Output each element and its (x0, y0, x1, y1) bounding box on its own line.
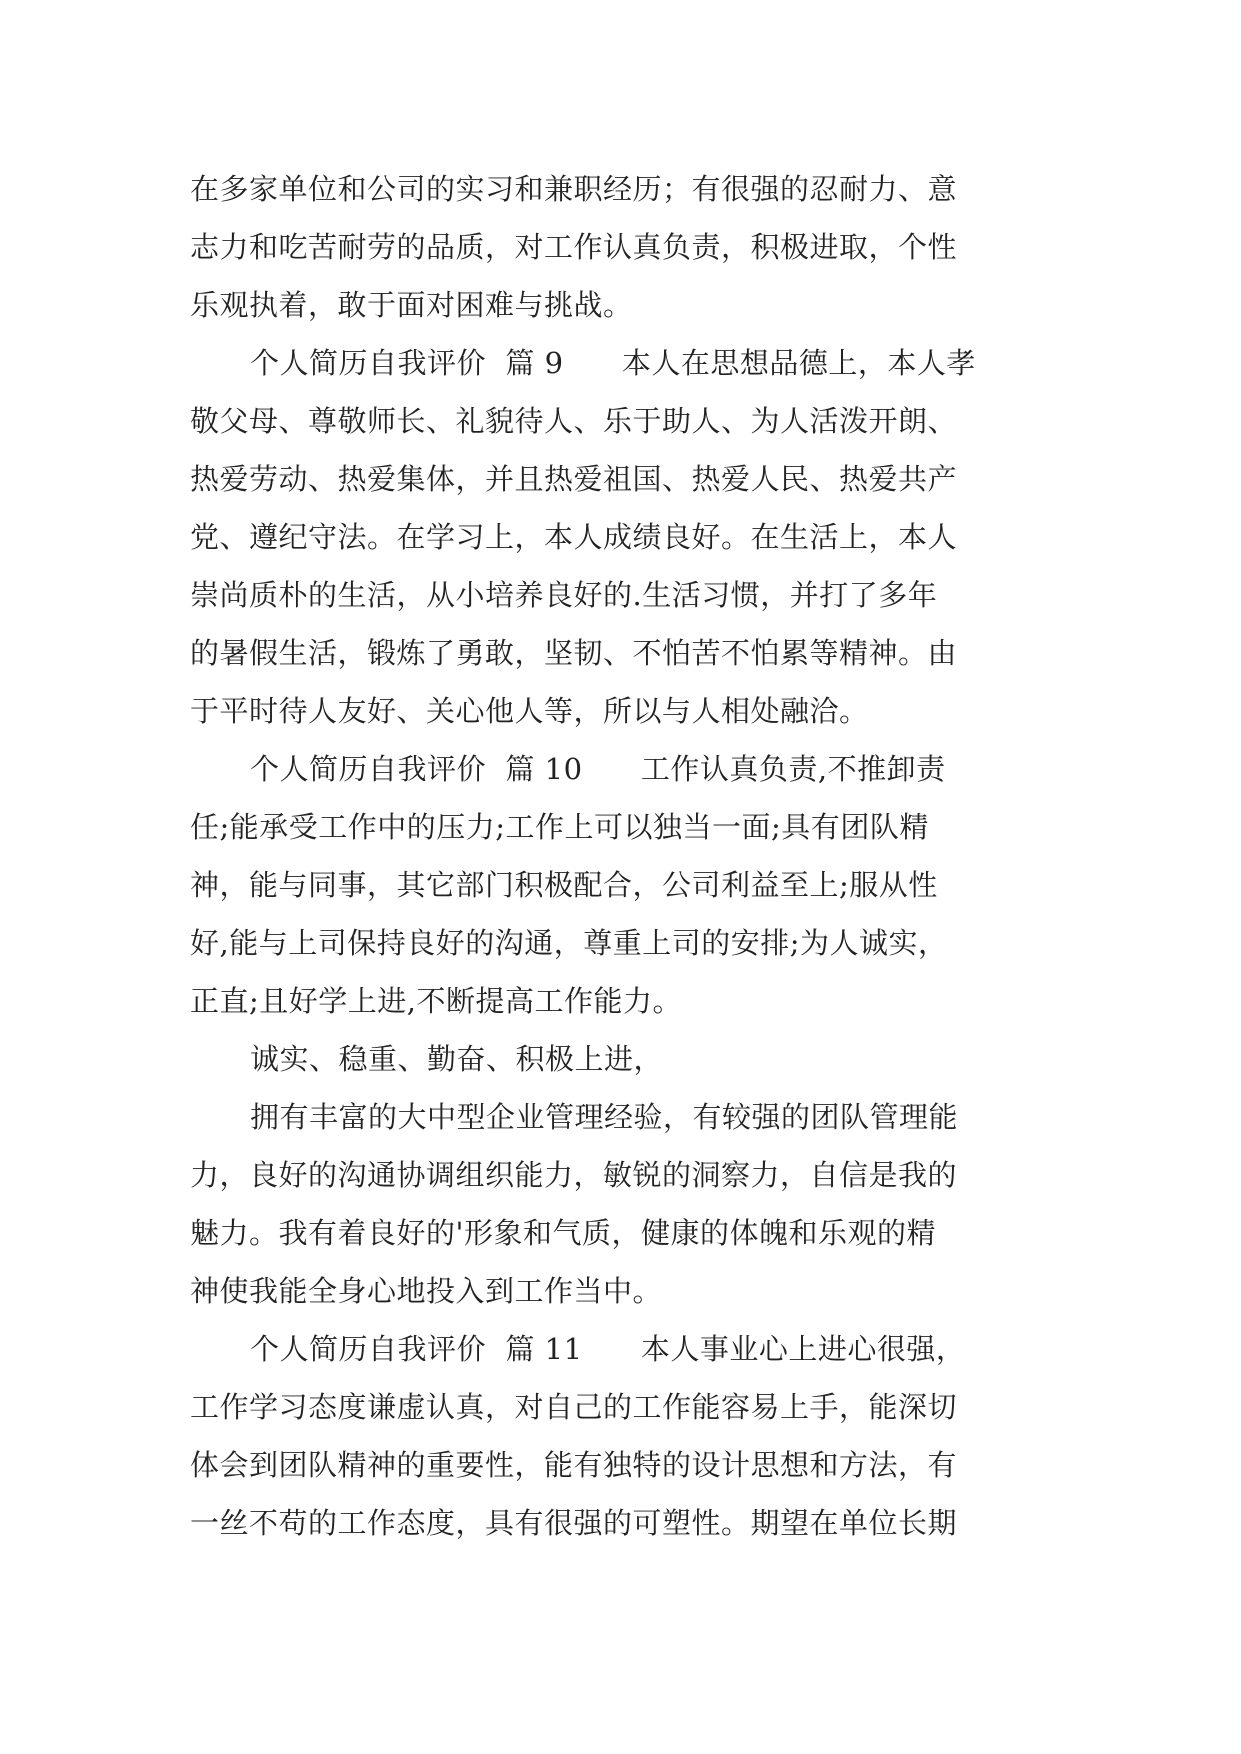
text-line: 体会到团队精神的重要性，能有独特的设计思想和方法，有 (190, 1448, 958, 1482)
text-line: 好,能与上司保持良好的沟通，尊重上司的安排;为人诚实， (190, 926, 948, 960)
text-line: 党、遵纪守法。在学习上，本人成绩良好。在生活上，本人 (190, 520, 958, 554)
text-line: 诚实、稳重、勤奋、积极上进， (250, 1042, 664, 1076)
text-line: 工作学习态度谦虚认真，对自己的工作能容易上手，能深切 (190, 1390, 958, 1424)
text-line: 崇尚质朴的生活，从小培养良好的.生活习惯，并打了多年 (190, 578, 938, 612)
text-line: 正直;且好学上进,不断提高工作能力。 (190, 984, 682, 1018)
text-line: 拥有丰富的大中型企业管理经验，有较强的团队管理能 (250, 1100, 959, 1134)
text-line: 任;能承受工作中的压力;工作上可以独当一面;具有团队精 (190, 810, 929, 844)
section-heading-line: 个人简历自我评价 篇 11 本人事业心上进心很强， (250, 1332, 966, 1366)
text-line: 乐观执着，敢于面对困难与挑战。 (190, 288, 633, 322)
text-line: 的暑假生活，锻炼了勇敢，坚韧、不怕苦不怕累等精神。由 (190, 636, 958, 670)
text-line: 神，能与同事，其它部门积极配合，公司利益至上;服从性 (190, 868, 938, 902)
document-body (190, 160, 1050, 1552)
text-line: 敬父母、尊敬师长、礼貌待人、乐于助人、为人活泼开朗、 (190, 404, 958, 438)
text-line: 志力和吃苦耐劳的品质，对工作认真负责，积极进取，个性 (190, 230, 958, 264)
section-heading-line: 个人简历自我评价 篇 10 工作认真负责,不推卸责 (250, 752, 946, 786)
text-line: 一丝不苟的工作态度，具有很强的可塑性。期望在单位长期 (190, 1506, 958, 1540)
section-heading-line: 个人简历自我评价 篇 9 本人在思想品德上，本人孝 (250, 346, 976, 380)
text-line: 在多家单位和公司的实习和兼职经历；有很强的忍耐力、意 (190, 172, 958, 206)
text-line: 力，良好的沟通协调组织能力，敏锐的洞察力，自信是我的 (190, 1158, 958, 1192)
text-line: 于平时待人友好、关心他人等，所以与人相处融洽。 (190, 694, 869, 728)
text-line: 神使我能全身心地投入到工作当中。 (190, 1274, 663, 1308)
text-line: 热爱劳动、热爱集体，并且热爱祖国、热爱人民、热爱共产 (190, 462, 958, 496)
text-line: 魅力。我有着良好的'形象和气质，健康的体魄和乐观的精 (190, 1216, 936, 1250)
